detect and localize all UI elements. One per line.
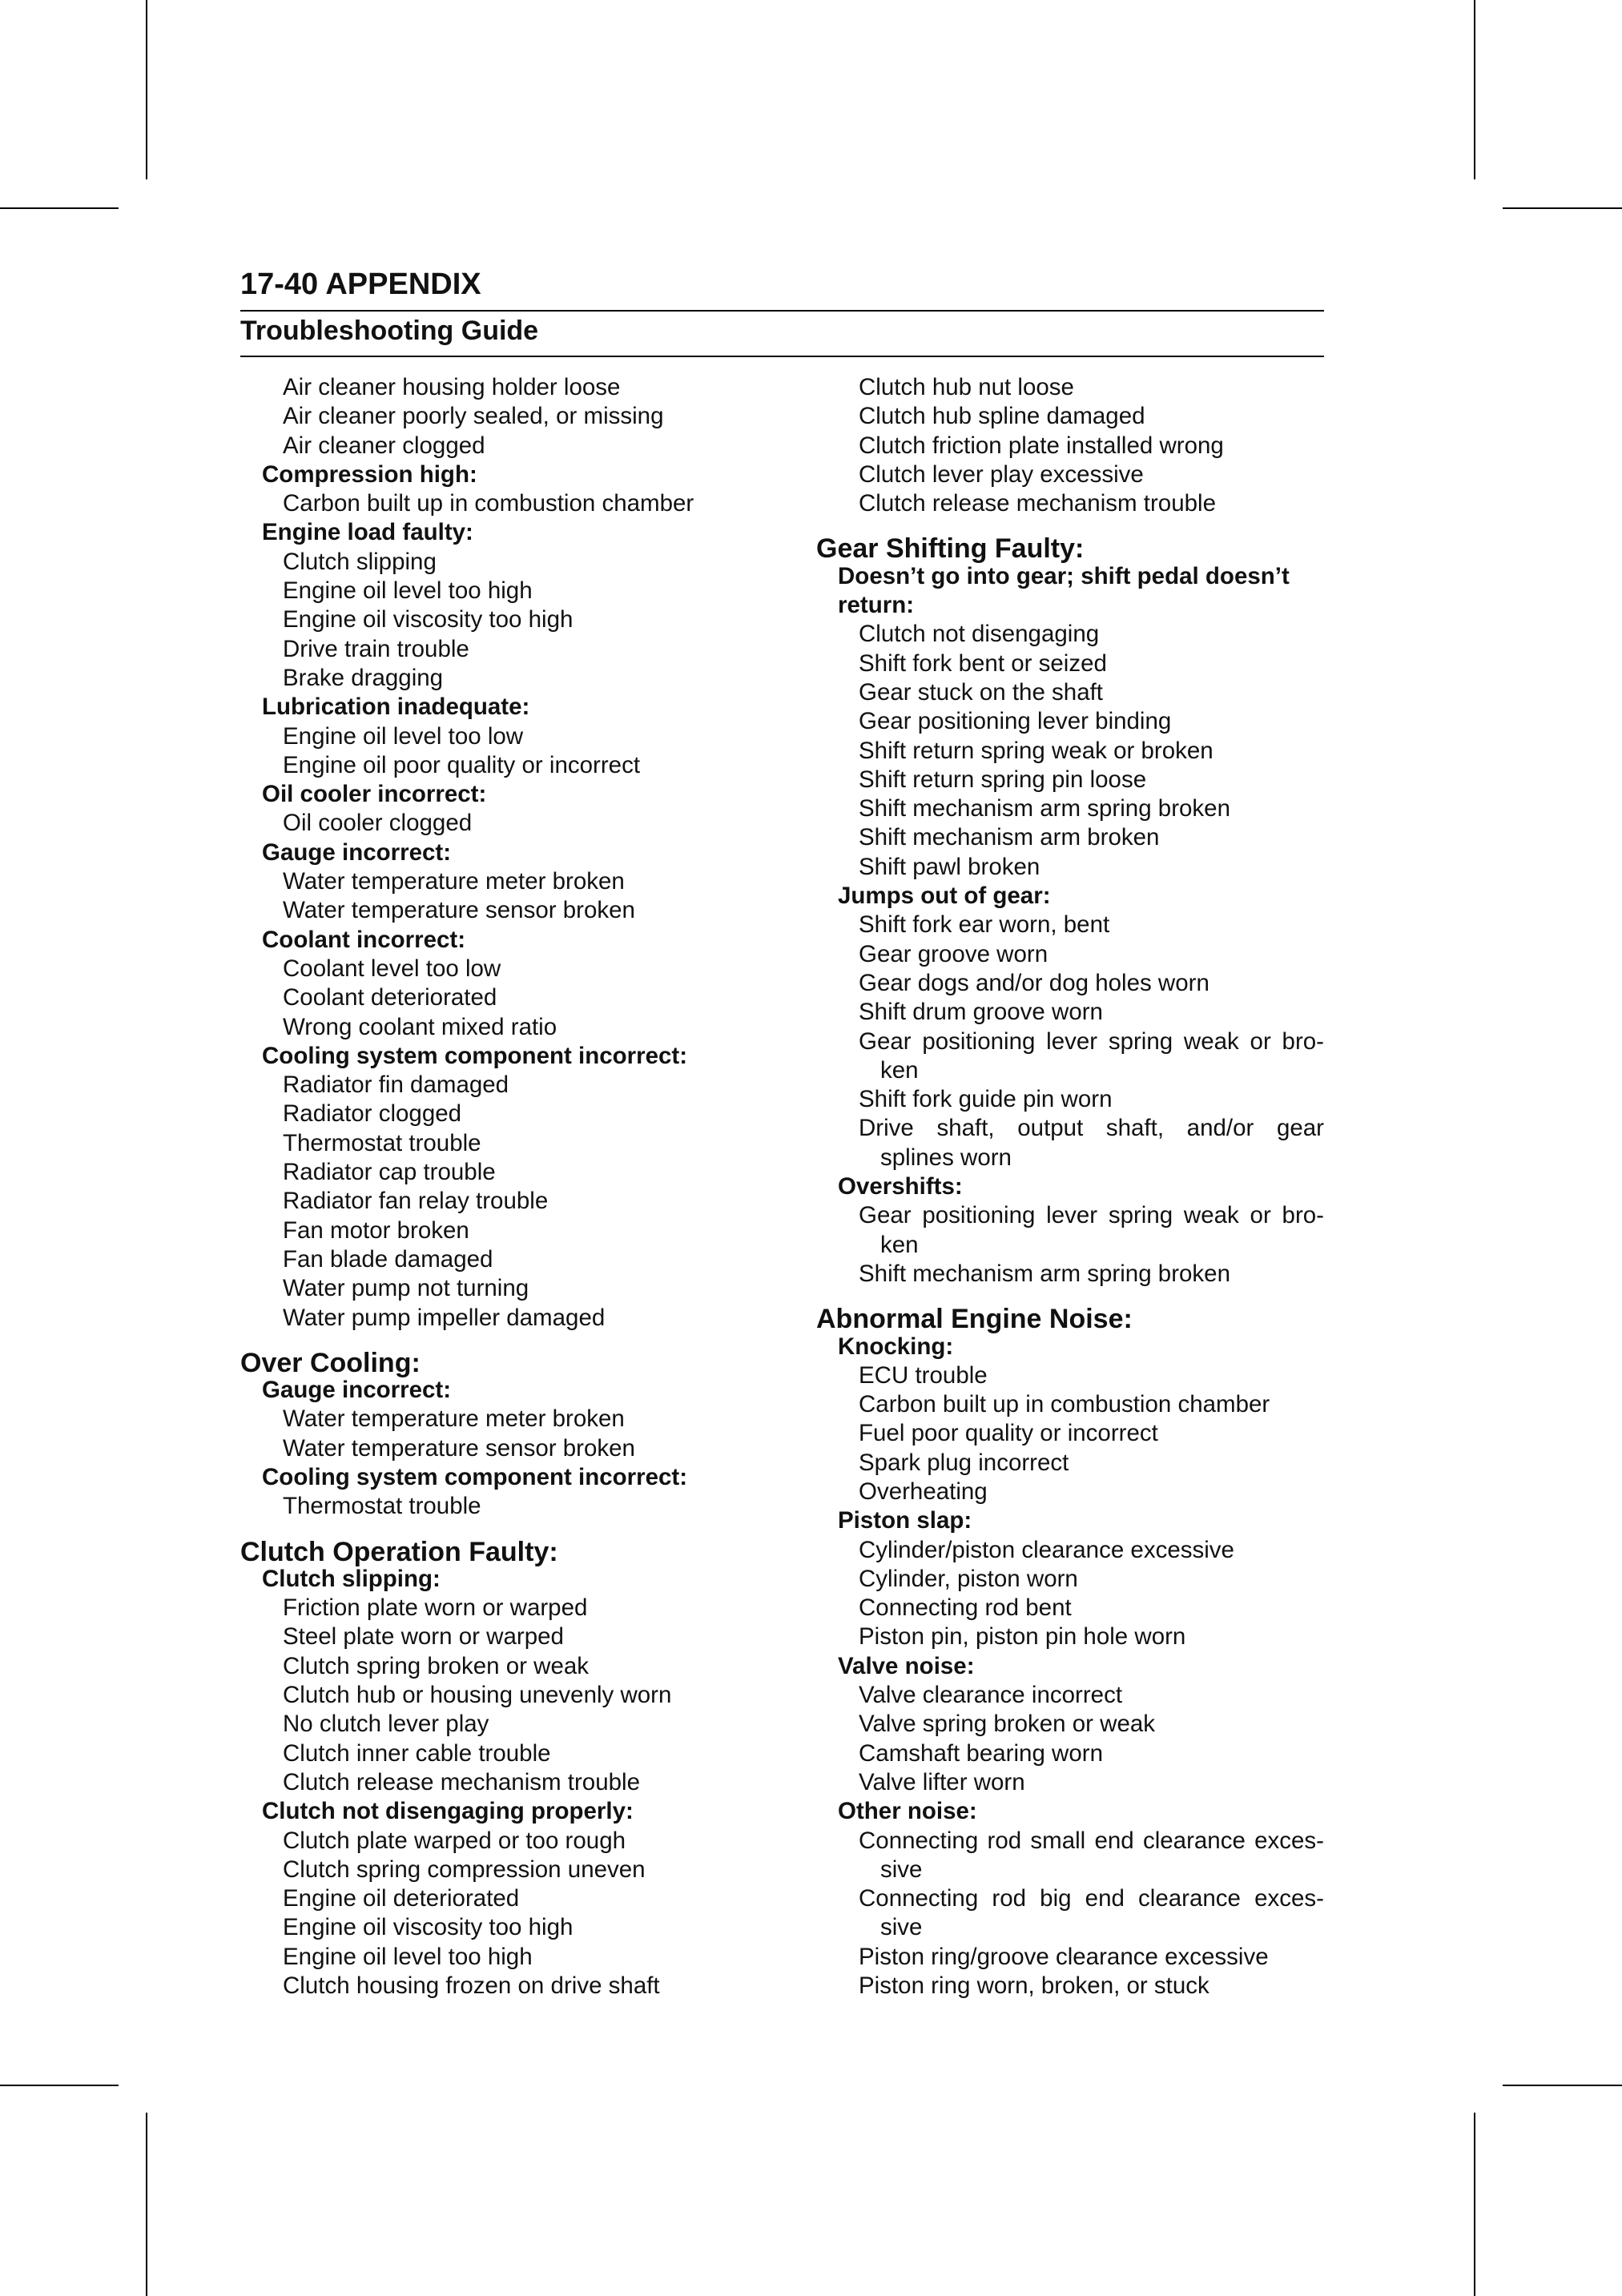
list-item-continuation: ken <box>880 1056 919 1084</box>
crop-mark <box>1503 207 1622 209</box>
list-item: Water pump not turning <box>283 1275 529 1302</box>
crop-mark <box>146 2113 147 2296</box>
list-item: Clutch friction plate installed wrong <box>859 432 1224 459</box>
list-item: Connecting rod small end clearance exces- <box>859 1827 1324 1854</box>
subheading: Other noise: <box>838 1798 977 1825</box>
list-item: Carbon built up in combustion chamber <box>283 490 694 517</box>
list-item: Camshaft bearing worn <box>859 1739 1103 1767</box>
subheading: return: <box>838 592 915 619</box>
list-item: Clutch spring compression uneven <box>283 1856 646 1883</box>
subheading: Valve noise: <box>838 1652 975 1679</box>
page-header-title: 17-40 APPENDIX <box>240 267 481 301</box>
list-item: Engine oil level too low <box>283 722 524 750</box>
list-item: Air cleaner poorly sealed, or missing <box>283 403 664 430</box>
list-item: Clutch inner cable trouble <box>283 1739 551 1767</box>
list-item: Piston ring/groove clearance excessive <box>859 1943 1269 1970</box>
list-item: Radiator fan relay trouble <box>283 1188 549 1215</box>
list-item: Shift fork bent or seized <box>859 649 1107 677</box>
list-item: Coolant level too low <box>283 955 501 982</box>
list-item: Engine oil deteriorated <box>283 1885 520 1912</box>
list-item: Gear positioning lever binding <box>859 708 1172 735</box>
subheading: Overshifts: <box>838 1173 963 1200</box>
list-item: Engine oil poor quality or incorrect <box>283 751 641 778</box>
list-item: Engine oil level too high <box>283 1943 533 1970</box>
list-item: Oil cooler clogged <box>283 810 473 837</box>
list-item: Spark plug incorrect <box>859 1449 1069 1476</box>
list-item: Clutch lever play excessive <box>859 460 1144 488</box>
section-heading: Over Cooling: <box>240 1347 421 1378</box>
list-item: Thermostat trouble <box>283 1493 481 1520</box>
list-item-continuation: sive <box>880 1856 923 1883</box>
list-item: Carbon built up in combustion chamber <box>859 1391 1270 1418</box>
list-item: Shift return spring weak or broken <box>859 737 1213 764</box>
list-item: Fan motor broken <box>283 1216 469 1244</box>
list-item: Clutch housing frozen on drive shaft <box>283 1972 660 2000</box>
subheading: Jumps out of gear: <box>838 883 1051 910</box>
subheading: Gauge incorrect: <box>262 838 452 866</box>
list-item: Clutch not disengaging <box>859 621 1100 648</box>
list-item: Water pump impeller damaged <box>283 1304 606 1331</box>
list-item: Radiator fin damaged <box>283 1072 509 1099</box>
list-item: Clutch spring broken or weak <box>283 1652 590 1679</box>
list-item: Shift fork guide pin worn <box>859 1086 1113 1113</box>
crop-mark <box>0 2085 119 2086</box>
list-item: Friction plate worn or warped <box>283 1594 588 1622</box>
list-item: Gear positioning lever spring weak or bro- <box>859 1027 1324 1055</box>
list-item: Shift mechanism arm broken <box>859 824 1160 851</box>
crop-mark <box>1474 2113 1475 2296</box>
list-item: Engine oil viscosity too high <box>283 606 574 633</box>
list-item: Radiator cap trouble <box>283 1159 496 1186</box>
subheading: Lubrication inadequate: <box>262 694 530 721</box>
list-item: Gear stuck on the shaft <box>859 678 1103 706</box>
list-item: Shift return spring pin loose <box>859 766 1147 793</box>
list-item: Engine oil viscosity too high <box>283 1914 574 1941</box>
list-item: Piston ring worn, broken, or stuck <box>859 1972 1209 2000</box>
crop-mark <box>0 207 119 209</box>
list-item: Valve clearance incorrect <box>859 1682 1123 1709</box>
list-item: Overheating <box>859 1478 988 1505</box>
section-heading: Abnormal Engine Noise: <box>816 1304 1133 1335</box>
list-item: Water temperature meter broken <box>283 868 625 895</box>
crop-mark <box>146 0 147 179</box>
list-item: Clutch slipping <box>283 548 437 575</box>
list-item: Air cleaner clogged <box>283 432 485 459</box>
subheading: Clutch slipping: <box>262 1565 441 1592</box>
list-item: Cylinder/piston clearance excessive <box>859 1536 1234 1563</box>
subheading: Coolant incorrect: <box>262 926 466 953</box>
subheading: Engine load faulty: <box>262 519 473 546</box>
list-item-continuation: splines worn <box>880 1144 1012 1171</box>
section-heading: Clutch Operation Faulty: <box>240 1536 558 1567</box>
section-heading: Gear Shifting Faulty: <box>816 533 1085 565</box>
subheading: Knocking: <box>838 1333 954 1360</box>
list-item: Clutch hub nut loose <box>859 374 1074 400</box>
subheading: Cooling system component incorrect: <box>262 1042 688 1069</box>
list-item-continuation: ken <box>880 1231 919 1258</box>
subheading: Cooling system component incorrect: <box>262 1463 688 1490</box>
header-rule <box>240 310 1324 312</box>
right-column <box>816 373 1324 2000</box>
list-item: Water temperature meter broken <box>283 1405 625 1433</box>
list-item: Wrong coolant mixed ratio <box>283 1013 557 1040</box>
subheading: Piston slap: <box>838 1507 972 1534</box>
left-column <box>240 373 721 2000</box>
list-item: Clutch release mechanism trouble <box>283 1768 640 1795</box>
list-item: Clutch hub or housing unevenly worn <box>283 1682 672 1709</box>
list-item: Radiator clogged <box>283 1100 462 1128</box>
subheading: Compression high: <box>262 460 477 488</box>
list-item: Gear groove worn <box>859 940 1048 967</box>
list-item: Air cleaner housing holder loose <box>283 374 621 400</box>
list-item: Clutch plate warped or too rough <box>283 1827 626 1854</box>
list-item: Clutch release mechanism trouble <box>859 490 1216 517</box>
crop-mark <box>1503 2085 1622 2086</box>
list-item: Drive train trouble <box>283 635 469 662</box>
subheading: Clutch not disengaging properly: <box>262 1798 634 1825</box>
list-item: Steel plate worn or warped <box>283 1623 564 1651</box>
list-item: Coolant deteriorated <box>283 984 497 1011</box>
list-item: Connecting rod bent <box>859 1594 1072 1622</box>
list-item: Shift mechanism arm spring broken <box>859 1260 1230 1287</box>
list-item-continuation: sive <box>880 1914 923 1941</box>
list-item: Gear positioning lever spring weak or bro- <box>859 1202 1324 1229</box>
list-item: Valve lifter worn <box>859 1768 1025 1795</box>
list-item: Valve spring broken or weak <box>859 1711 1156 1738</box>
list-item: Shift pawl broken <box>859 853 1040 880</box>
crop-mark <box>1474 0 1475 179</box>
list-item: Brake dragging <box>283 664 444 691</box>
list-item: Drive shaft, output shaft, and/or gear <box>859 1115 1324 1142</box>
subheading: Oil cooler incorrect: <box>262 781 487 808</box>
list-item: Connecting rod big end clearance exces- <box>859 1885 1324 1912</box>
list-item: Shift mechanism arm spring broken <box>859 795 1230 822</box>
list-item: No clutch lever play <box>283 1711 489 1738</box>
list-item: Fan blade damaged <box>283 1245 493 1273</box>
list-item: Gear dogs and/or dog holes worn <box>859 969 1209 996</box>
subtitle-rule <box>240 356 1324 357</box>
subheading: Gauge incorrect: <box>262 1377 452 1404</box>
list-item: Cylinder, piston worn <box>859 1565 1078 1592</box>
list-item: Fuel poor quality or incorrect <box>859 1420 1158 1447</box>
list-item: Water temperature sensor broken <box>283 1434 635 1462</box>
list-item: Piston pin, piston pin hole worn <box>859 1623 1186 1651</box>
list-item: Thermostat trouble <box>283 1129 481 1156</box>
list-item: Engine oil level too high <box>283 577 533 605</box>
list-item: Water temperature sensor broken <box>283 897 635 924</box>
section-title: Troubleshooting Guide <box>240 316 539 346</box>
subheading: Doesn’t go into gear; shift pedal doesn’t <box>838 562 1290 589</box>
list-item: Shift fork ear worn, bent <box>859 911 1110 939</box>
list-item: ECU trouble <box>859 1361 988 1389</box>
list-item: Shift drum groove worn <box>859 999 1103 1026</box>
list-item: Clutch hub spline damaged <box>859 403 1145 430</box>
